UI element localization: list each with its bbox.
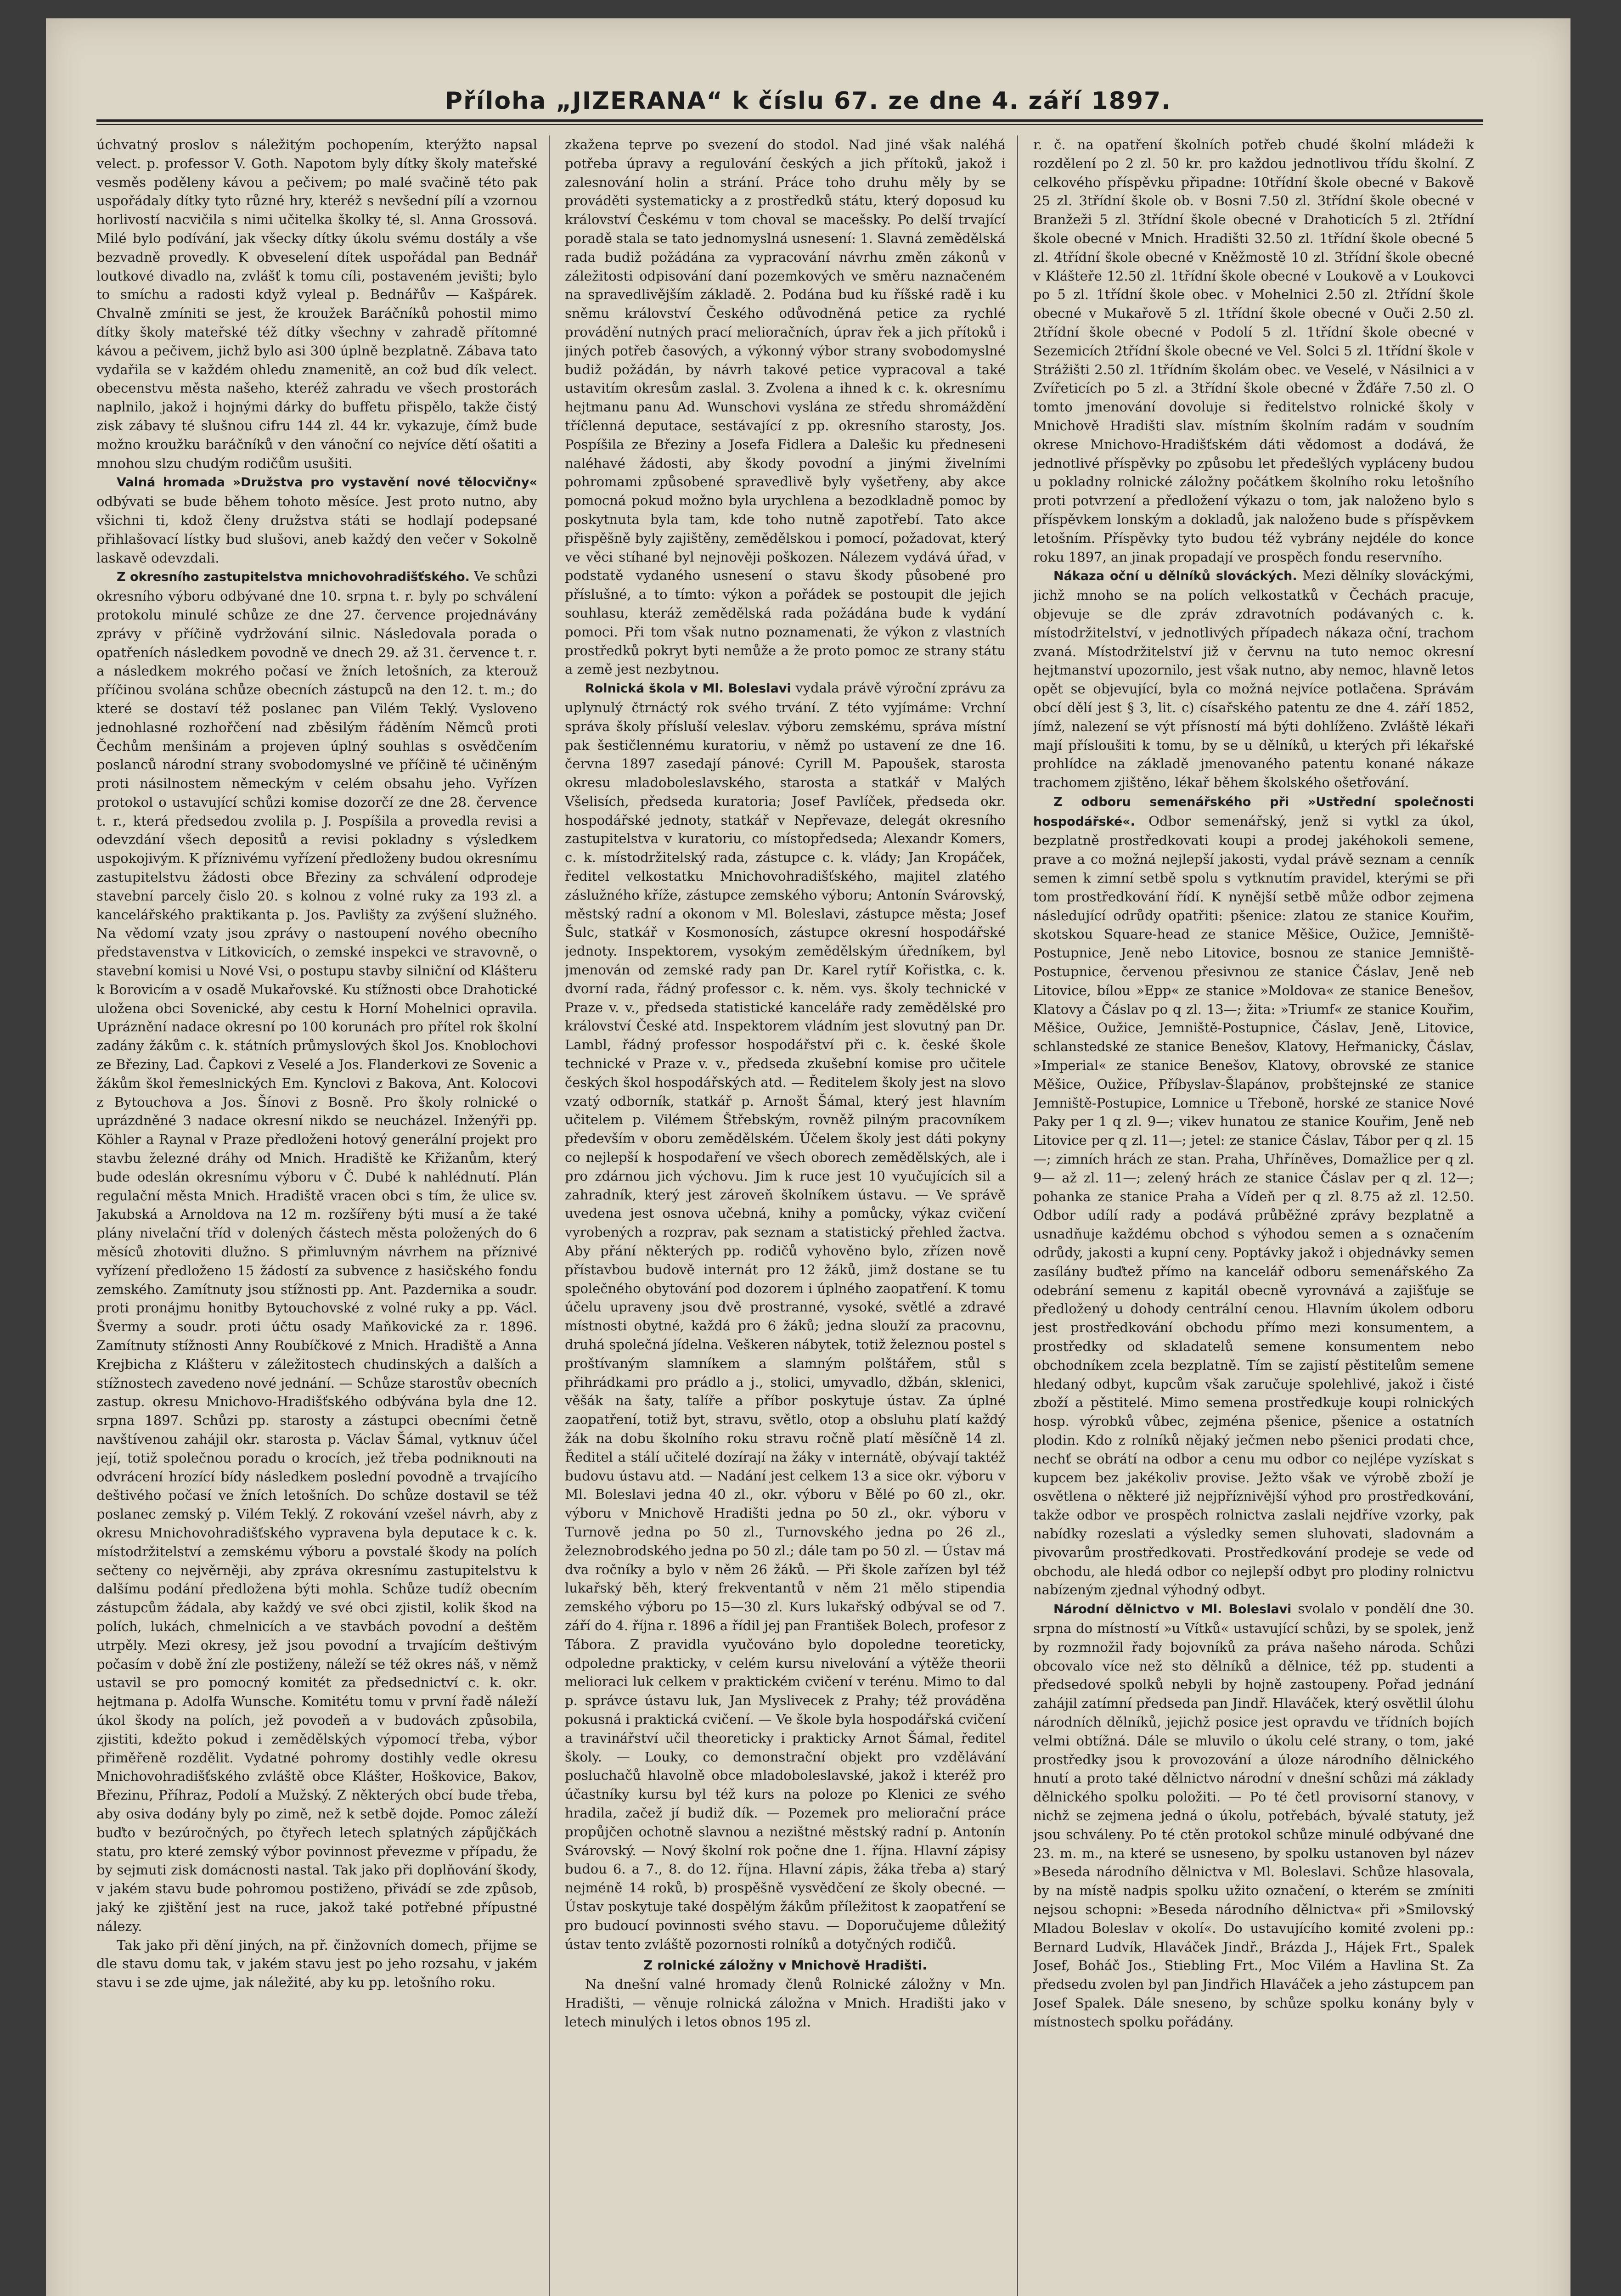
article-headline: Nákaza oční u dělníků slováckých. [1053,569,1297,584]
article-text: svolalo v pondělí dne 30. srpna do místností »u Vítků« ustavující schůzi, by se spolek, jenž by rozmnožil řady bojovníků za práva našeho národa. Schůzi obcovalo více než sto dělníků a dělnice, též pp. studenti a předsedové spolků nebyli by hojně zastoupeny. Pořad jednání zahájil zatímní předseda pan Jindř. Hlaváček, který osvětlil úlohu národních dělníků, jejichž posice jest opravdu ve třídních bojích velmi obtížná. Dále se mluvilo o úkolu celé strany, o tom, jaké prostředky jsou k provozování a úloze národního dělnického hnutí a proto také dělnictvo národní v dnešní schůzi má základy dělnického spolku položiti. — Po té četl provisorní stanovy, v nichž se zejmena jedná o úkolu, potřebách, bývalé statuty, jež jsou schváleny. Po té ctěn protokol schůze minulé odbývané dne 23. m. m., na které se usneseno, by spolku ustanoven byl název »Beseda národního dělnictva v Ml. Boleslavi. Schůze hlasovala, by na místě nadpis spolku užito označení, o kterém se zmíniti nejsou schopni: »Beseda národního dělnictva« při »Smilovský Mladou Boleslav v okolí«. Do ustavujícího komité zvoleni pp.: Bernard Ludvík, Hlaváček Jindř., Brázda J., Hájek Frt., Spalek Josef, Boháč Jos., Stiebling Frt., Moc Vilém a Havlina St. Za předsedu zvolen byl pan Jindřich Hlaváček a jeho zástupcem pan Josef Spalek. Dále sneseno, by schůze spolku konány byly v místnostech spolku pořádány. [1033,1601,1474,2030]
article-block [565,679,1006,1953]
article-block [96,473,537,567]
masthead: Příloha „JIZERANA“ k číslu 67. ze dne 4. září 1897. [445,87,1171,115]
article-headline: Valná hromada »Družstva pro vystavění nové tělocvičny« [117,475,537,490]
article-block [1033,792,1474,1599]
column-2 [565,135,1006,2296]
column-1 [96,135,537,2296]
masthead-rule [96,119,1483,122]
newspaper-page [46,18,1570,2296]
article-text: Odbor semenářský, jenž si vytkl za úkol, bezplatně prostředkovati koupi a prodej jakéhokoli semene, prave a co možná nejlepší jakosti, vydal právě seznam a cenník semen k zimní setbě spolu s vytknutím pravidel, kterými se při tom prostředkování řídí. K nynější setbě může odbor zejmena následující odrůdy opatřiti: pšenice: zlatou ze stanice Kouřim, skotskou Square-head ze stanice Měšice, Oužice, Jemniště-Postupnice, Jeně nebo Litovice, bosnou ze stanice Jemniště-Postupnice, červenou přesivnou ze stanice Čáslav, Jeně neb Litovice, bílou »Epp« ze stanice »Moldova« ze stanice Benešov, Klatovy a Čáslav po q zl. 13—; žita: »Triumf« ze stanice Kouřim, Měšice, Oužice, Jemniště-Postupnice, Čáslav, Jeně, Litovice, schlanstedské ze stanice Benešov, Klatovy, Heřmanicky, Čáslav, »Imperial« ze stanice Benešov, Klatovy, obrovské ze stanice Měšice, Oužice, Příbyslav-Šlapánov, probštejnské ze stanice Jemniště-Postupice, Lomnice u Třeboně, horské ze stanice Nové Paky per 1 q zl. 9—; vikev hunatou ze stanice Kouřim, Jeně neb Litovice per q zl. 11—; jetel: ze stanice Čáslav, Tábor per q zl. 15—; zimních hrách ze stan. Praha, Uhříněves, Domažlice per q zl. 9— až zl. 11—; zelený hrách ze stanice Čáslav per q zl. 12—; pohanka ze stanice Praha a Vídeň per q zl. 8.75 až zl. 12.50. Odbor udílí rady a podává průběžné zprávy bezplatně a usnadňuje každému obchod s výhodou semen a s označením odrůdy, jakosti a kupní ceny. Poptávky jakož i objednávky semen zasílány buďtež přímo na kancelář odboru semenářského Za odebrání semenu z kapitál obecně vyrovnává a zajišťuje se předložený u dohody centrální cenou. Hlavním úkolem odboru jest prostředkování obchodu přímo mezi konsumentem, a prostředky od skladatelů semene konsumentem nebo obchodníkem zcela bezplatně. Tím se zajistí pěstitelům semene hledaný odbyt, kupcům však zaručuje spolehlivé, jakož i čisté zboží a pěstitelé. Mimo semena prostředkuje koupi rolnických hosp. výrobků vůbec, zejména pšenice, pšenice a ostatních plodin. Kdo z rolníků nějaký ječmen nebo pšenici prodati chce, nechť se obrátí na odbor a cenu mu odbor co nejlépe vyzískat s kupcem bez jakékoliv provise. Ježto však ve výrobě zboží je osvětlena o některé již nejpříznivější výhod pro prostředkování, takže odbor ve prospěch rolnictva zaslali nejdříve vzorky, pak nabídky rozeslati a výsledky semen sluhovati, sladovnám a pivovarům prostředkovati. Prostředkování prodeje se vede od obchodu, ale hledá odbor co nejlepší odbyt pro plodiny rolnictvu nabízeným zjednal výhodný odbyt. [1033,813,1474,1598]
column-divider [549,135,550,2296]
masthead-rule-thin [96,124,1483,125]
article-text: Ve schůzi okresního výboru odbývané dne 10. srpna t. r. byly po schválení protokolu minulé schůze ze dne 27. července projednávány zprávy v příčině vydržování silnic. Následovala porada o opatřeních následkem povodně ve dnech 29. až 31. července t. r. a následkem mokrého počasí ve žních letošních, za kterouž příčinou svolána schůze obecních zástupců na den 12. t. m.; do které se dostaví též poslanec pan Vilém Teklý. Vysloveno jednohlasné rozhořčení nad zběsilým řáděním Němců proti Čechům menšinám a projeven úplný souhlas s osvědčením poslanců národní strany svobodomyslné ve příčině té učiněným proti násilnostem německým v celém obsahu jeho. Vyřízen protokol o ustavující schůzi komise dozorčí ze dne 28. července t. r., která předsedou zvolila p. J. Pospíšila a provedla revisi a odevzdání všech depositů a revisi pokladny s výsledkem uspokojivým. K příznivému vyřízení předloženy budou okresnímu zastupitelstvu žádosti obce Březiny za schválení odprodeje stavební parcely čislo 20. s kolnou z volné ruky za 193 zl. a kancelářského praktikanta p. Jos. Pavlišty za zvýšení služného. Na vědomí vzaty jsou zprávy o nastoupení nového obecního představenstva v Litkovicích, o zemské inspekci ve stravovně, o stavební komisi u Nové Vsi, o postupu stavby silniční od Klášteru k Borovicím a v osadě Mukařovské. Ku stížnosti obce Drahotické uložena obci Sovenické, aby cestu k Horní Mohelnici opravila. Upráznění nadace okresní po 100 korunách pro přítel rok školní zadány žákům c. k. státních průmyslových škol Jos. Knoblochovi ze Březiny, Lad. Čapkovi z Veselé a Jos. Flanderkovi ze Sovenic a žákům škol řemeslnických Em. Kynclovi z Bakova, Ant. Kolocovi z Bytouchova a Jos. Šínovi z Bosně. Pro školy rolnické o uprázdněné 3 nadace okresní nikdo se neucházel. Inženýři pp. Köhler a Raynal v Praze předloženi hotový generální projekt pro stavbu železné dráhy od Mnich. Hradiště ke Křižanům, který bude odeslán okresnímu výboru v Č. Dubé k nahlédnutí. Plán regulační města Mnich. Hradiště vracen obci s tím, že ulice sv. Jakubská a Arnoldova na 12 m. rozšířeny býti musí a že také plány nivelační tříd v dolených částech města položených do 6 měsíců zhotoviti dlužno. S přimluvným návrhem na příznivé vyřízení předloženo 15 žádostí za subvence z hasičského fondu zemského. Zamítnuty jsou stížnosti pp. Ant. Pazdernika a soudr. proti pronájmu honitby Bytouchovské z volné ruky a pp. Václ. Švermy a soudr. proti účtu osady Maňkovické za r. 1896. Zamítnuty stížnosti Anny Roubíčkové z Mnich. Hradiště a Anna Krejbicha z Klášteru v záležitostech chudinských a dalších a stížnostech zavedeno nové jednání. — Schůze starostův obecních zastup. okresu Mnichovo-Hradišťského odbývána byla dne 12. srpna 1897. Schůzi pp. starosty a zástupci obecními četně navštívenou zahájil okr. starosta p. Václav Šámal, vytknuv účel její, totiž společnou poradu o krocích, jež třeba podniknouti na odvrácení hrozící bídy následkem poslední povodně a trvajícího deštivého počasí ve žních letošních. Do schůze dostavil se též poslanec zemský p. Vilém Teklý. Z rokování vzešel návrh, aby z okresu Mnichovohradišťského vypravena byla deputace k c. k. místodržitelství a zemskému výboru a povstalé škody na polích sečteny co nejvěrněji, aby zpráva okresnímu zastupitelstvu k dalšímu podání předložena býti mohla. Schůze tudíž obecním zástupcům žádala, aby každý ve své obci zjistil, kolik škod na polích, lukách, chmelnicích a ve stavbách povodní a deštěm utrpěly. Mezi okresy, jež jsou povodní a trvajícím deštivým počasím v době žní zle postiženy, náleží se též okres náš, v němž ustavil se pro pomocný komitét za předsednictví c. k. okr. hejtmana p. Adolfa Wunsche. Komitétu tomu v první řadě náleží úkol škody na polích, jež povodeň a v budovách způsobila, zjistiti, kdežto pokud i zemědělských výpomocí třeba, výbor přiměřeně rozdělit. Vydatné pohromy dostihly vedle okresu Mnichovohradišťského zvláště obce Klášter, Hoškovice, Bakov, Březinu, Příhraz, Podolí a Mužský. Z některých obcí bude třeba, aby osiva dodány byly po zimě, než k setbě dojde. Pomoc záleží buďto v bezúročných, po čtyřech letech splatných zápůjčkách statu, pro které zemský výbor povinnost převezme v případu, že by sejmuti zisk domácnosti nastal. Tak jako při doplňování škody, v jakém stavu bude pohromou postiženo, přivádí se zde způsob, jaký ke zjištění jest na ruce, jakož také potřebné přípustné nálezy. [96,568,537,1934]
article-text: zkažena teprve po svezení do stodol. Nad jiné však naléhá potřeba úpravy a regulování českých a jich přítoků, jakož i zalesnování holin a strání. Práce toho druhu měly by se prováděti systematicky a z prostředků státu, který doposud ku království Českému v tom choval se macešsky. Po delší trvající poradě stala se tato jednomyslná usnesení: 1. Slavná zemědělská rada budiž požádána za vypracování návrhu změn zákonů v záležitosti odpisování daní pozemkových ve směru naznačeném na spravedlivějším základě. 2. Podána bud ku říšské radě i ku sněmu království Českého odůvodněná petice za rychlé provádění nutných prací melioračních, úprav řek a jich přítoků i jiných potřeb časových, a výkonný výbor strany svobodomyslné budiž požádán, by návrh takové petice vypracoval a také ustavitím okresům zaslal. 3. Zvolena a ihned k c. k. okresnímu hejtmanu panu Ad. Wunschovi vyslána ze středu shromáždění tříčlenná deputace, sestávající z pp. okresního starosty, Jos. Pospíšila ze Březiny a Josefa Fidlera a Dalešic ku předneseni naléhavé žádosti, aby škody povodní a jinými živelními pohromami způsobené spravedlivě byly vyšetřeny, aby akce pomocná pokud možno byla urychlena a bezodkladně pomoc by poskytnuta byla tam, kde toho nutně zapotřebí. Tato akce přispěšně byly zajištěny, zemědělskou i pomocí, požadovat, který ve věci stíhané byl nejnověji poškozen. Nálezem vydává úřad, v podstatě vydaného usnesení o stavu škody působené pro příslušné, a to tímto: výkon a pořádek se postoupit dle jejich souhlasu, kteráž zemědělská rada požádána bude k vydání pomoci. Při tom však nutno poznamenati, že výkon z vlastních prostředků pokryt byti nemůže a že proto pomoc ze strany státu a země jest nezbytnou. [565,137,1006,677]
article-text: Mezi dělníky slováckými, jichž mnoho se na polích velkostatků v Čechách pracuje, objevuje se dle zpráv zdravotních podávaných c. k. místodržitelství, v jednotlivých případech nákaza oční, trachom zvaná. Místodržitelství již v červnu na tuto nemoc okresní hejtmanství upozornilo, jest však nutno, aby nemoc, hlavně letos opět se objevující, byla co možná nejvíce potlačena. Správám obcí dělí jest § 3, lit. c) císařského patentu ze dne 4. září 1852, jímž, nalezení se výt přísností má býti dohlíženo. Zvláště lékaři mají přísloušiti k tomu, by se u dělníků, u kterých při lékařské prohlídce na základě jmenovaného patentu konané nákaze trachomem zjištěno, lékař během školského ošetřování. [1033,568,1474,791]
column-3 [1033,135,1474,2296]
article-text: Tak jako při dění jiných, na př. činžovních domech, přijme se dle stavu domu tak, v jakém stavu jest po jeho rozsahu, v jakém stavu i se zde ujme, jak náležité, aby ku pp. letošního roku. [96,1937,537,1991]
article-text: odbývati se bude během tohoto měsíce. Jest proto nutno, aby všichni ti, kdož členy družstva státi se hodlají podepsané přihlašovací lístky bud slušovi, aneb každý den večer v Sokolně laskavě odevzdali. [96,494,537,566]
article-headline: Z okresního zastupitelstva mnichovohradišťského. [117,570,470,585]
article-headline: Z odboru semenářského při »Ustřední společnosti hospodářské«. [1033,794,1474,829]
article-text: vydala právě výroční zprávu za uplynulý čtrnáctý rok svého trvání. Z této vyjímáme: Vrchní správa školy přísluší veleslav. výboru zemskému, správa místní pak šestičlennému kuratoriu, v němž po ustavení ze dne 16. června 1897 zasedají pánové: Cyrill M. Papoušek, starosta okresu mladoboleslavského, starosta a statkář v Malých Všelisích, předseda kuratoria; Josef Pavlíček, předseda okr. hospodářské jednoty, statkář v Nepřevaze, delegát okresního zastupitelstva v kuratoriu, co místopředseda; Alexandr Komers, c. k. místodržitelský rada, zástupce c. k. vlády; Jan Kropáček, ředitel velkostatku Mnichovohradišťského, majitel zlatého záslužného kříže, zástupce zemského výboru; Antonín Svárovský, městský radní a okonom v Ml. Boleslavi, zástupce města; Josef Šulc, statkář v Kosmonosích, zástupce okresní hospodářské jednoty. Inspektorem, vysokým zemědělským úředníkem, byl jmenován od zemské rady pan Dr. Karel rytíř Kořistka, c. k. dvorní rada, řádný professor c. k. něm. vys. školy technické v Praze v. v., předseda statistické kanceláře rady zemědělské pro království České atd. Inspektorem vládním jest slovutný pan Dr. Lambl, řádný professor hospodářství při c. k. české škole technické v Praze v. v., předseda zkušební komise pro učitele českých škol hospodářských atd. — Ředitelem školy jest na slovo vzatý odborník, statkář p. Arnošt Šámal, který jest hlavním učitelem p. Vilémem Štřebským, rovněž pilným pracovníkem především v oboru zemědělském. Účelem školy jest dáti pokyny co nejlepší k hospodaření ve všech oborech zemědělských, ale i pro zdárnou jich výchovu. Jim k ruce jest 10 vyučujících sil a zahradník, který jest zároveň školníkem ústavu. — Ve správě uvedena jest osnova učebná, knihy a pomůcky, výkaz cvičení vyrobených a rozprav, pak seznam a statistický přehled žactva. Aby přání některých pp. rodičů vyhověno bylo, zřízen nově přístavbou budově internát pro 12 žáků, jimž dostane se tu společného obytování pod dozorem i úplného zaopatření. K tomu účelu upraveny jsou dvě prostranné, vysoké, světlé a zdravé místnosti obytné, každá pro 6 žáků; jedna slouží za pracovnu, druhá společná jídelna. Veškeren nábytek, totiž železnou postel s proštívaným slamníkem a slamným polštářem, stůl s přihrádkami pro prádlo a j., stolici, umyvadlo, džbán, sklenici, věšák na šaty, talíře a příbor poskytuje ústav. Za úplné zaopatření, totiž byt, stravu, světlo, otop a obsluhu platí každý žák na dobu školního roku stravu ročně platí měsíčně 14 zl. Ředitel a stálí učitelé dozírají na žáky v internátě, obývají taktéž budovu ústavu atd. — Nadání jest celkem 13 a sice okr. výboru v Ml. Boleslavi jedna 40 zl., okr. výboru v Bělé po 60 zl., okr. výboru v Mnichově Hradišti jedna po 50 zl., okr. výboru v Turnově jedna po 50 zl., Turnovského jedna po 26 zl., železnobrodského jedna po 50 zl.; dále tam po 50 zl. — Ústav má dva ročníky a bylo v něm 26 žáků. — Při škole zařízen byl též lukařský běh, který frekventantů v něm 21 mělo stipendia zemského výboru po 15—30 zl. Kurs lukařský odbýval se od 7. září do 4. října r. 1896 a řídil jej pan František Bolech, profesor z Tábora. Z pravidla vyučováno bylo dopoledne teoreticky, odpoledne prakticky, v celém kursu nivelování a výtěže theorii melioraci luk celkem v praktickém cvičení v terénu. Mimo to dal p. správce ústavu luk, Jan Myslivecek z Prahy; též prováděna pokusná i praktická cvičení. — Ve škole byla hospodářská cvičení a travinářství učil theoreticky i prakticky Arnot Šámal, ředitel školy. — Louky, co demonstrační objekt pro vzdělávání posluchačů hlavolně obce mladoboleslavské, jakož i kteréž pro účastníky kursu byl též kurs na poloze po Klenici ze svého hradila, začež jí budiž dík. — Pozemek pro meliorační práce propůjčen ochotně slavnou a nezištné městský radní p. Antonín Svárovský. — Nový školní rok počne dne 1. října. Hlavní zápisy budou 6. a 7., 8. do 12. října. Hlavní zápis, žáka třeba a) starý nejméně 14 roků, b) prospěšně vysvědčení ze školy obecné. — Ústav poskytuje také dospělým žákům příležitost k zaopatření se pro budoucí povinnosti svého stavu. — Doporučujeme důležitý ústav tento zvláště pozornosti rolníků a dotyčných rodičů. [565,680,1006,1952]
article-text: úchvatný proslov s náležitým pochopením, kterýžto napsal velect. p. professor V. Goth. Napotom byly dítky školy mateřské vesměs poděleny kávou a pečivem; po malé svačině této pak uspořádaly dítky tyto různé hry, kteréž s nevšední pílí a vzornou horlivostí nacvičila s nimi učitelka školky té, sl. Anna Grossová. Milé bylo podívání, jak všecky dítky úkolu svému dostály a vše bezvadně provedly. K obveselení dítek uspořádal pan Bednář loutkové divadlo na, zvlášť k tomu cíli, postaveném jevišti; bylo to smíchu a radosti když vyleal p. Bednářův — Kašpárek. Chvalně zmíniti se jest, že kroužek Baráčníků pohostil mimo dítky školy mateřské též dítky všechny v zahradě přítomné kávou a pečivem, jichž bylo asi 300 úplně bezplatně. Zábava tato vydařila se v každém ohledu znamenitě, an což bud dík velect. obecenstvu města našeho, kteréž zahradu ve všech prostorách naplnilo, jakož i hojnými dárky do buffetu přispělo, takže čistý zisk zábavy té slušnou cifru 144 zl. 44 kr. vykazuje, čímž bude možno kroužku baráčníků v den vánoční co nejvíce dětí ošatiti a mnohou slzu chudým rodičům usušiti. [96,137,537,471]
article-headline: Rolnická škola v Ml. Boleslavi [585,681,791,696]
article-text: r. č. na opatření školních potřeb chudé školní mládeži k rozdělení po 2 zl. 50 kr. pro každou jednotlivou třídu školní. Z celkového příspěvku připadne: 10třídní škole obecné v Bakově 25 zl. 3třídní škole ob. v Bosni 7.50 zl. 3třídní škole obecné v Branžeži 5 zl. 3třídní škole obecné v Drahoticích 5 zl. 2třídní škole obecné v Mnich. Hradišti 32.50 zl. 1třídní škole obecné 5 zl. 4třídní škole obecné v Kněžmostě 10 zl. 3třídní škole obecné v Klášteře 12.50 zl. 1třídní škole obecné v Loukově a v Loukovci po 5 zl. 1třídní škole obec. v Mohelnici 2.50 zl. 2třídní škole obecné v Mukařově 5 zl. 1třídní škole obecné v Ouči 2.50 zl. 2třídní škole obecné v Podolí 5 zl. 1třídní škole obecné v Sezemicích 2třídní škole obecné ve Vel. Solci 5 zl. 1třídní škole v Strážišti 2.50 zl. 1třídním školám obec. ve Veselé, v Násilnici a v Zvířeticích po 5 zl. a 3třídní škole obecné v Žďáře 7.50 zl. O tomto jmenování dovoluje si ředitelstvo rolnické školy v Mnichově Hradišti slav. místním školním radám v soudním okrese Mnichovo-Hradišťském dáti vědomost a dodává, že jednotlivé příspěvky po způsobu let předešlých vypláceny budou u pokladny rolnické záložny počátkem školního roku letošního proti potvrzení a předložení výkazu o tom, jak naloženo bylo s příspěvkem lonským a dokladů, jak naloženo bude s příspěvkem letošním. Příspěvky tyto budou též vybrány nejdéle do konce roku 1897, an jinak propadají ve prospěch fondu reservního. [1033,137,1474,565]
article-block [1033,566,1474,792]
article-headline: Z rolnické záložny v Mnichově Hradišti. [643,1958,927,1973]
article-text: Na dnešní valné hromady členů Rolnické záložny v Mn. Hradišti, — věnuje rolnická záložna v Mnich. Hradišti jako v letech minulých i letos obnos 195 zl. [565,1976,1006,2030]
article-block [96,567,537,1936]
column-divider [1017,135,1018,2296]
article-headline: Národní dělnictvo v Ml. Boleslavi [1053,1602,1292,1617]
article-block [1033,1599,1474,2031]
